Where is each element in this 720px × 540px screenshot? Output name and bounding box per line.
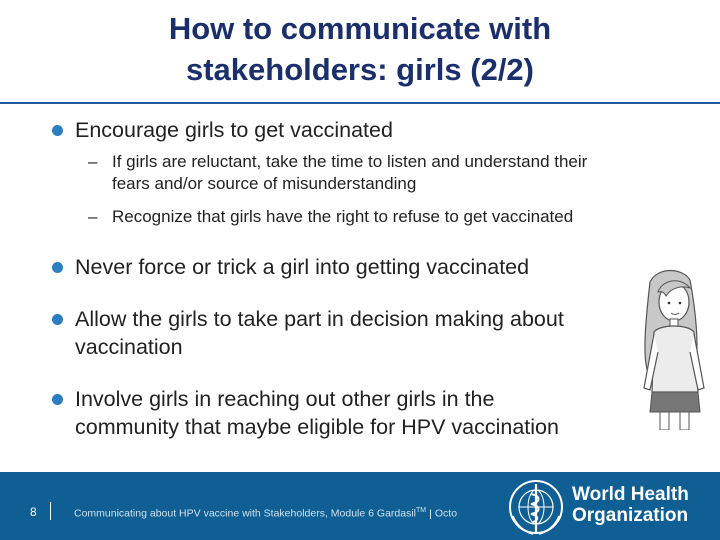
dash-icon: – — [88, 152, 98, 171]
org-line-1: World Health — [572, 484, 689, 505]
sub-bullet-2-line-1: Recognize that girls have the right to refuse to get vaccinated — [112, 207, 574, 226]
trademark-mark: TM — [416, 507, 427, 514]
footer-date: Octo — [434, 507, 458, 520]
title-line-2: stakeholders: girls (2/2) — [185, 52, 534, 87]
bullet-dot-icon — [52, 125, 63, 136]
bullet-3 — [52, 305, 564, 361]
bullet-dot-icon — [52, 394, 63, 405]
bullet-1-text: Encourage girls to get vaccinated — [75, 118, 393, 142]
title-line-1: How to communicate with — [168, 11, 552, 46]
bullet-2-text: Never force or trick a girl into getting vaccinated — [75, 255, 530, 279]
dash-icon: – — [88, 207, 98, 226]
sub-bullet-1 — [88, 151, 587, 195]
bullet-4-line-1: Involve girls in reaching out other girls in the — [75, 387, 495, 411]
page-number: 8 — [30, 505, 37, 519]
who-emblem-icon — [505, 476, 567, 538]
bullet-2 — [52, 253, 529, 281]
sub-bullet-1-line-1: If girls are reluctant, take the time to listen and understand their — [112, 152, 588, 171]
bullet-dot-icon — [52, 314, 63, 325]
organization-name — [572, 484, 689, 526]
footer-bar — [0, 472, 720, 540]
footer-separator: | — [429, 507, 432, 520]
bullet-3-line-1: Allow the girls to take part in decision making about — [75, 307, 564, 331]
slide-title — [40, 8, 680, 90]
bullet-1 — [52, 116, 393, 144]
bullet-4 — [52, 385, 559, 441]
footer-divider — [50, 502, 51, 520]
sub-bullet-1-line-2: fears and/or source of misunderstanding — [112, 174, 417, 193]
bullet-dot-icon — [52, 262, 63, 273]
org-line-2: Organization — [572, 505, 689, 526]
girl-illustration — [628, 262, 712, 430]
footer-text — [74, 507, 457, 520]
footer-module-text: Communicating about HPV vaccine with Stakeholders, Module 6 Gardasil — [74, 507, 417, 520]
bullet-3-line-2: vaccination — [75, 335, 183, 359]
sub-bullet-2 — [88, 206, 573, 228]
title-divider — [0, 102, 720, 104]
bullet-4-line-2: community that maybe eligible for HPV vaccination — [75, 415, 559, 439]
